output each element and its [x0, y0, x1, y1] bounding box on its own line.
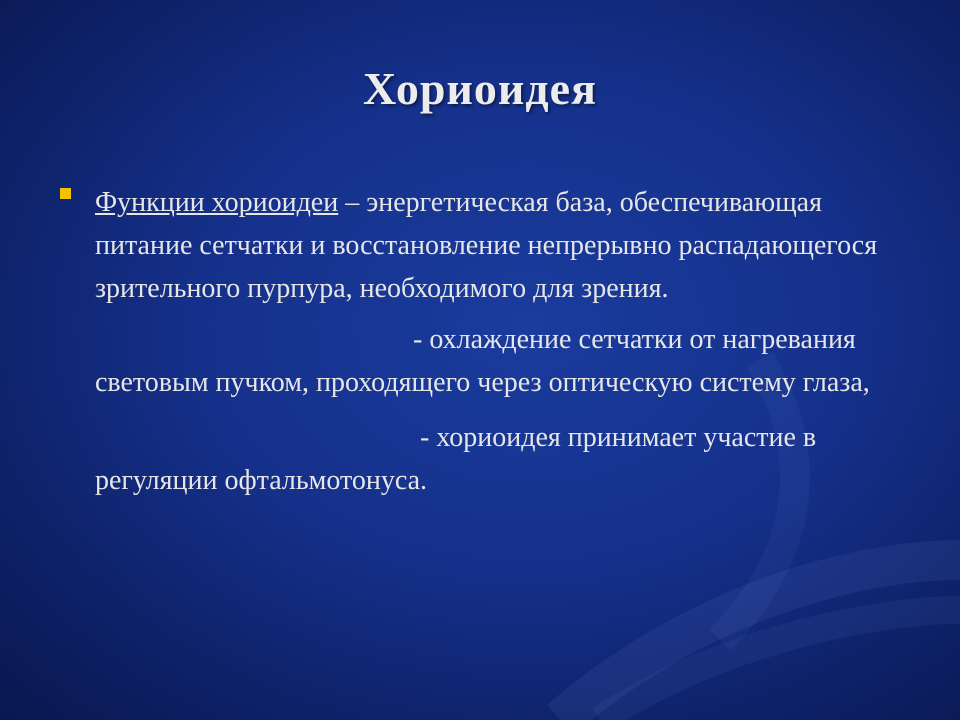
paragraph-cooling-text: - охлаждение сетчатки от нагревания световым пучком, проходящего через оптическую систему глаза,: [95, 324, 870, 398]
bullet-square-icon: [60, 188, 71, 199]
slide-body: [95, 181, 885, 502]
paragraph-regulation: [95, 416, 885, 502]
paragraph-regulation-text: - хориоидея принимает участие в регуляции офтальмотонуса.: [95, 422, 817, 496]
term-functions: Функции хориоидеи: [95, 187, 339, 218]
paragraph-functions: [95, 181, 885, 310]
paragraph-cooling: [95, 318, 885, 404]
paragraph-functions-text: – энергетическая база, обеспечивающая питание сетчатки и восстановление непрерывно распадающегося зрительного пурпура, необходимого для зрения.: [95, 187, 878, 304]
slide-title: Хориоидея: [363, 63, 597, 114]
